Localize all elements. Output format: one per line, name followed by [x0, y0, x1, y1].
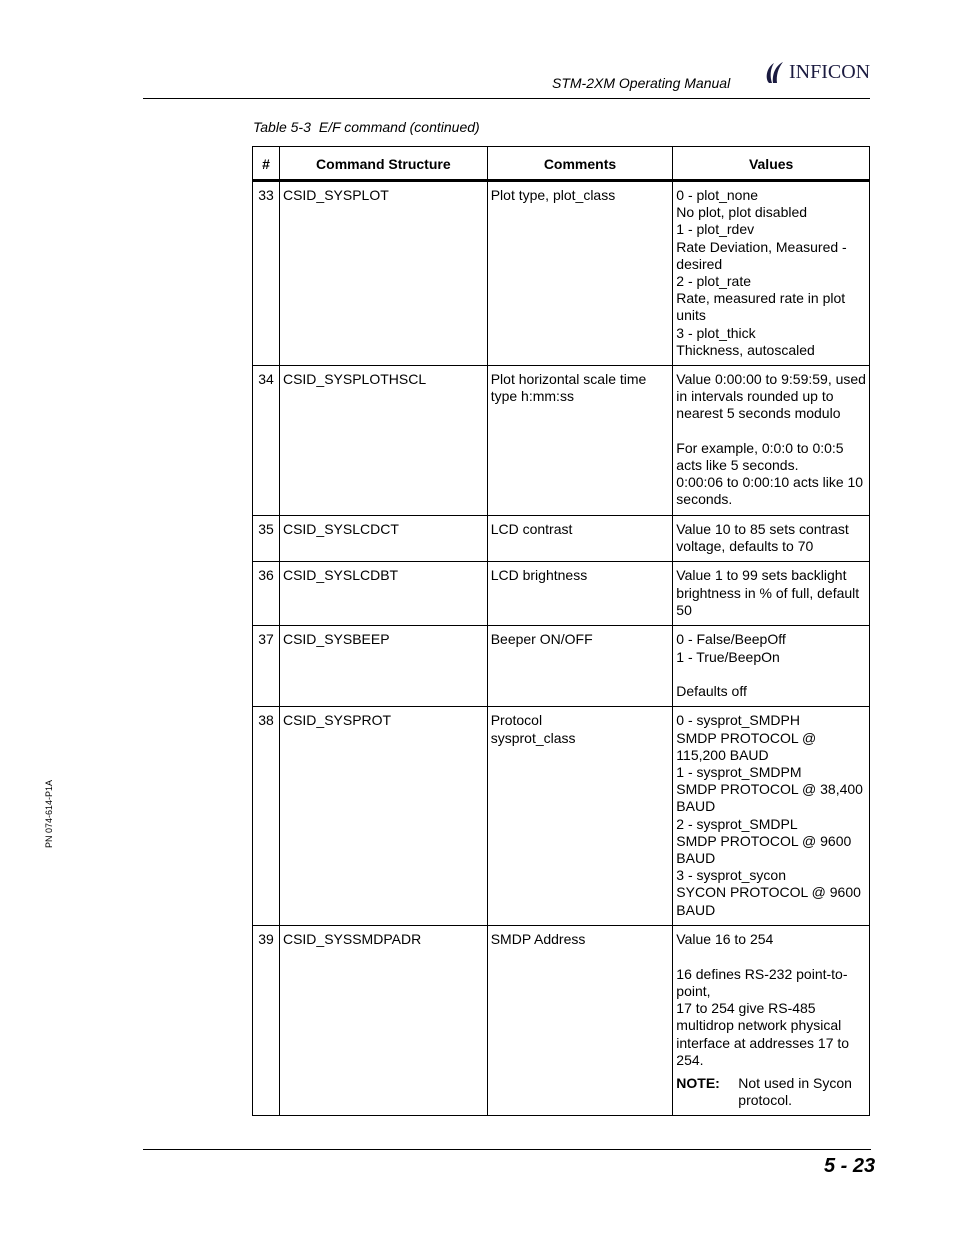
- comment-line: SMDP Address: [490, 931, 586, 948]
- comment-line: Beeper ON/OFF: [490, 631, 593, 648]
- value-line: Value 1 to 99 sets backlight brightness in % of full, default 50: [676, 567, 860, 618]
- brand-logo: [760, 58, 870, 86]
- table-header-row: [253, 147, 870, 181]
- values: [673, 626, 870, 707]
- row-number: 36: [253, 562, 280, 626]
- column-header-number: #: [253, 147, 280, 181]
- row-number: 34: [253, 366, 280, 516]
- table-caption-label: Table 5-3: [253, 119, 311, 135]
- table-row: [253, 926, 870, 1116]
- comments: [487, 626, 673, 707]
- comments: [487, 181, 673, 366]
- comments: [487, 707, 673, 926]
- value-spacer: [676, 666, 866, 683]
- row-number: 39: [253, 926, 280, 1116]
- values: [673, 366, 870, 516]
- note-text: Not used in Sycon protocol.: [738, 1075, 852, 1109]
- table-row: [253, 626, 870, 707]
- value-line: 3 - sysprot_sycon: [676, 867, 786, 884]
- value-line: Value 16 to 254: [676, 931, 774, 948]
- comments: [487, 366, 673, 516]
- value-line: Value 10 to 85 sets contrast voltage, defaults to 70: [676, 521, 849, 555]
- note-label: NOTE:: [676, 1075, 720, 1092]
- values: [673, 707, 870, 926]
- values: [673, 562, 870, 626]
- value-spacer: [676, 423, 866, 440]
- header-rule: [143, 98, 870, 99]
- table-row: [253, 516, 870, 562]
- command-structure: CSID_SYSLCDCT: [279, 516, 487, 562]
- inficon-swoosh-icon: [760, 59, 786, 85]
- comments: [487, 926, 673, 1116]
- comment-line: Plot type, plot_class: [490, 187, 616, 203]
- command-structure: CSID_SYSPROT: [279, 707, 487, 926]
- value-spacer: [676, 949, 866, 966]
- values: [673, 516, 870, 562]
- table-caption: [253, 119, 480, 135]
- table-row: [253, 181, 870, 366]
- row-number: 37: [253, 626, 280, 707]
- command-structure: CSID_SYSPLOTHSCL: [279, 366, 487, 516]
- value-line: For example, 0:0:0 to 0:0:5 acts like 5 seconds.: [676, 439, 844, 474]
- value-line: 3 - plot_thick: [676, 324, 756, 341]
- table-row: [253, 366, 870, 516]
- logo-text: INFICON: [789, 60, 871, 83]
- values: [673, 926, 870, 1116]
- page-number: 5 - 23: [824, 1155, 876, 1177]
- value-line: Rate Deviation, Measured - desired: [676, 238, 847, 272]
- values: [673, 181, 870, 366]
- column-header-comments: Comments: [487, 147, 673, 181]
- value-line: SMDP PROTOCOL @ 115,200 BAUD: [676, 729, 817, 763]
- table-caption-text: E/F command (continued): [318, 119, 480, 135]
- row-number: 38: [253, 707, 280, 926]
- table-row: [253, 707, 870, 926]
- command-structure: CSID_SYSLCDBT: [279, 562, 487, 626]
- part-number: PN 074-614-P1A: [44, 779, 54, 848]
- column-header-values: Values: [673, 147, 870, 181]
- value-line: No plot, plot disabled: [676, 204, 808, 221]
- value-line: SMDP PROTOCOL @ 38,400 BAUD: [676, 781, 863, 815]
- value-line: SMDP PROTOCOL @ 9600 BAUD: [676, 832, 852, 867]
- column-header-command-structure: Command Structure: [279, 147, 487, 181]
- value-line: 0 - False/BeepOff: [676, 631, 786, 648]
- value-line: 1 - sysprot_SMDPM: [676, 764, 802, 781]
- value-line: 2 - plot_rate: [676, 273, 751, 290]
- note: [676, 1075, 866, 1109]
- command-structure: CSID_SYSSMDPADR: [279, 926, 487, 1116]
- value-line: 0 - plot_none: [676, 187, 759, 203]
- value-line: Defaults off: [676, 683, 747, 700]
- value-line: Rate, measured rate in plot units: [676, 290, 846, 324]
- command-structure: CSID_SYSBEEP: [279, 626, 487, 707]
- row-number: 35: [253, 516, 280, 562]
- footer-rule: [143, 1149, 871, 1150]
- command-structure: CSID_SYSPLOT: [279, 181, 487, 366]
- comment-line: sysprot_class: [490, 729, 576, 746]
- value-line: 2 - sysprot_SMDPL: [676, 815, 798, 832]
- manual-title: STM-2XM Operating Manual: [552, 75, 731, 91]
- table-row: [253, 562, 870, 626]
- value-line: SYCON PROTOCOL @ 9600 BAUD: [676, 884, 861, 918]
- value-line: 1 - True/BeepOn: [676, 648, 780, 665]
- comment-line: LCD brightness: [490, 567, 588, 584]
- value-line: 0:00:06 to 0:00:10 acts like 10 seconds.: [676, 474, 864, 508]
- comments: [487, 516, 673, 562]
- value-line: Thickness, autoscaled: [676, 341, 815, 358]
- comment-line: Plot horizontal scale time type h:mm:ss: [490, 371, 647, 405]
- comment-line: Protocol: [490, 712, 543, 729]
- command-table: [252, 146, 870, 1116]
- comment-line: LCD contrast: [490, 521, 573, 538]
- value-line: 17 to 254 give RS-485 multidrop network physical interface at addresses 17 to 254.: [676, 1000, 850, 1068]
- value-line: 16 defines RS-232 point-to-point,: [676, 965, 848, 1000]
- value-line: 0 - sysprot_SMDPH: [676, 712, 800, 729]
- value-line: Value 0:00:00 to 9:59:59, used in intervals rounded up to nearest 5 seconds modulo: [676, 371, 866, 422]
- comments: [487, 562, 673, 626]
- value-line: 1 - plot_rdev: [676, 221, 755, 238]
- row-number: 33: [253, 181, 280, 366]
